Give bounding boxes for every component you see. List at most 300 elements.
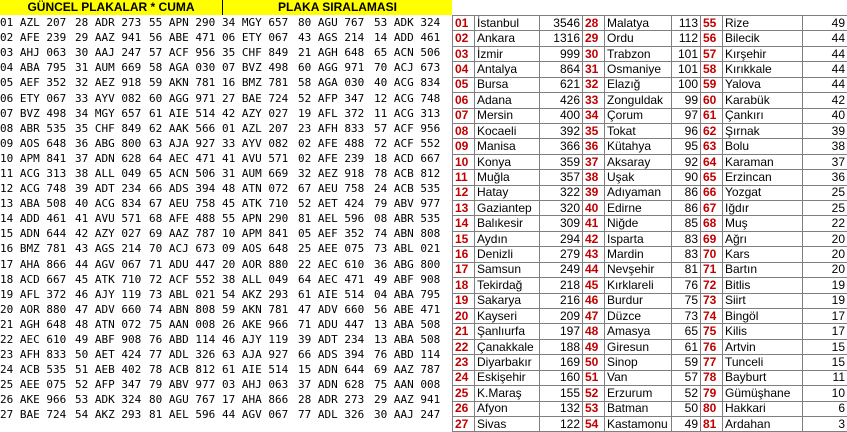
city-name[interactable]: Nevşehir (605, 262, 672, 277)
city-name[interactable]: Kayseri (475, 309, 540, 324)
plaka-cell[interactable]: 11 ACG 313 (0, 166, 75, 181)
rank-number[interactable]: 25 (453, 386, 475, 401)
plaka-cell[interactable]: 34 MGY 657 (75, 106, 149, 121)
rank-number[interactable]: 08 (453, 123, 475, 138)
plaka-cell[interactable]: 79 ABV 977 (374, 196, 452, 211)
plate-count[interactable]: 25 (803, 185, 847, 200)
plaka-cell[interactable]: 42 AZY 027 (222, 106, 298, 121)
city-name[interactable]: Eskişehir (475, 370, 540, 385)
city-name[interactable]: Düzce (605, 309, 672, 324)
plaka-cell[interactable]: 39 ADT 234 (298, 332, 374, 347)
plate-count[interactable]: 19 (803, 293, 847, 308)
city-name[interactable]: Sivas (475, 416, 540, 431)
rank-number[interactable]: 46 (583, 293, 605, 308)
rank-number[interactable]: 20 (453, 309, 475, 324)
city-name[interactable]: Manisa (475, 139, 540, 154)
plaka-cell[interactable]: 45 ATK 710 (75, 272, 149, 287)
plaka-cell[interactable]: 45 ATK 710 (222, 196, 298, 211)
city-name[interactable]: Mersin (475, 108, 540, 123)
plaka-cell[interactable]: 10 APM 841 (0, 151, 75, 166)
city-name[interactable]: Bitlis (723, 278, 803, 293)
plaka-cell[interactable]: 79 ABV 977 (149, 377, 222, 392)
plaka-cell[interactable]: 47 ADV 660 (75, 302, 149, 317)
plaka-cell[interactable]: 59 AKN 781 (149, 75, 222, 90)
plate-count[interactable]: 309 (540, 216, 583, 231)
plate-count[interactable]: 40 (803, 108, 847, 123)
rank-number[interactable]: 28 (583, 16, 605, 31)
rank-number[interactable]: 70 (701, 247, 723, 262)
rank-number[interactable]: 01 (453, 16, 475, 31)
plaka-cell[interactable]: 61 AIE 514 (298, 287, 374, 302)
plaka-cell[interactable]: 63 AJA 927 (222, 347, 298, 362)
rank-number[interactable]: 04 (453, 62, 475, 77)
plate-count[interactable]: 96 (672, 123, 701, 138)
plaka-cell[interactable]: 67 AEU 758 (298, 181, 374, 196)
plate-count[interactable]: 38 (803, 139, 847, 154)
plaka-cell[interactable]: 35 CHF 849 (75, 121, 149, 136)
plate-count[interactable]: 76 (672, 278, 701, 293)
plaka-cell[interactable]: 27 BAE 724 (0, 407, 75, 422)
plate-count[interactable]: 132 (540, 401, 583, 416)
rank-number[interactable]: 02 (453, 31, 475, 46)
plate-count[interactable]: 44 (803, 46, 847, 61)
rank-number[interactable]: 51 (583, 370, 605, 385)
plaka-cell[interactable]: 44 AGV 067 (75, 257, 149, 272)
city-name[interactable]: Samsun (475, 262, 540, 277)
plate-count[interactable]: 294 (540, 231, 583, 246)
plaka-cell[interactable]: 76 ABD 114 (374, 347, 452, 362)
city-name[interactable]: Edirne (605, 201, 672, 216)
city-name[interactable]: Aksaray (605, 154, 672, 169)
city-name[interactable]: Niğde (605, 216, 672, 231)
plate-count[interactable]: 86 (672, 201, 701, 216)
rank-number[interactable]: 36 (583, 139, 605, 154)
city-name[interactable]: Zonguldak (605, 93, 672, 108)
city-name[interactable]: Ordu (605, 31, 672, 46)
plaka-cell[interactable]: 40 ACG 834 (75, 196, 149, 211)
plaka-cell[interactable]: 23 AFH 833 (0, 347, 75, 362)
plaka-cell[interactable]: 02 AFE 488 (298, 136, 374, 151)
city-name[interactable]: Artvin (723, 339, 803, 354)
plaka-cell[interactable]: 55 APN 290 (149, 15, 222, 30)
rank-number[interactable]: 64 (701, 154, 723, 169)
plate-count[interactable]: 20 (803, 247, 847, 262)
plaka-cell[interactable]: 57 ACF 956 (374, 121, 452, 136)
plaka-cell[interactable]: 38 ALL 049 (222, 272, 298, 287)
city-name[interactable]: Gaziantep (475, 201, 540, 216)
plate-count[interactable]: 400 (540, 108, 583, 123)
plaka-cell[interactable]: 71 ADU 447 (149, 257, 222, 272)
plate-count[interactable]: 65 (672, 324, 701, 339)
plate-count[interactable]: 112 (672, 31, 701, 46)
plaka-cell[interactable]: 37 ADN 628 (75, 151, 149, 166)
rank-number[interactable]: 65 (701, 170, 723, 185)
city-name[interactable]: İstanbul (475, 16, 540, 31)
plaka-cell[interactable]: 14 ADD 461 (0, 211, 75, 226)
plaka-cell[interactable]: 80 AGU 767 (298, 15, 374, 30)
city-name[interactable]: Trabzon (605, 46, 672, 61)
rank-number[interactable]: 34 (583, 108, 605, 123)
rank-number[interactable]: 73 (701, 293, 723, 308)
rank-number[interactable]: 63 (701, 139, 723, 154)
plate-count[interactable]: 249 (540, 262, 583, 277)
plate-count[interactable]: 97 (672, 108, 701, 123)
plate-count[interactable]: 10 (803, 386, 847, 401)
city-name[interactable]: Kırklareli (605, 278, 672, 293)
rank-number[interactable]: 54 (583, 416, 605, 431)
plaka-cell[interactable]: 44 AGV 067 (222, 407, 298, 422)
city-name[interactable]: Siirt (723, 293, 803, 308)
plaka-cell[interactable]: 57 ACF 956 (149, 45, 222, 60)
rank-number[interactable]: 07 (453, 108, 475, 123)
plaka-cell[interactable]: 72 ACF 552 (374, 136, 452, 151)
plaka-cell[interactable]: 54 AKZ 293 (222, 287, 298, 302)
plaka-cell[interactable]: 06 ETY 067 (222, 30, 298, 45)
plaka-cell[interactable]: 61 AIE 514 (149, 106, 222, 121)
plate-count[interactable]: 20 (803, 231, 847, 246)
plaka-cell[interactable]: 81 AEL 596 (298, 211, 374, 226)
plaka-cell[interactable]: 61 AIE 514 (222, 362, 298, 377)
plaka-cell[interactable]: 70 ACJ 673 (374, 60, 452, 75)
plate-count[interactable]: 19 (803, 278, 847, 293)
plaka-cell[interactable]: 02 AFE 239 (0, 30, 75, 45)
plaka-cell[interactable]: 03 AHJ 063 (222, 377, 298, 392)
plaka-cell[interactable]: 33 AYV 082 (75, 90, 149, 105)
plate-count[interactable]: 85 (672, 216, 701, 231)
rank-number[interactable]: 69 (701, 231, 723, 246)
city-name[interactable]: Tekirdağ (475, 278, 540, 293)
rank-number[interactable]: 52 (583, 386, 605, 401)
city-name[interactable]: Şanlıurfa (475, 324, 540, 339)
plaka-cell[interactable]: 60 AGG 971 (298, 60, 374, 75)
plaka-cell[interactable]: 30 AAJ 247 (374, 407, 452, 422)
rank-number[interactable]: 49 (583, 339, 605, 354)
plaka-cell[interactable]: 17 AHA 866 (222, 392, 298, 407)
rank-number[interactable]: 77 (701, 355, 723, 370)
city-name[interactable]: Kocaeli (475, 123, 540, 138)
plate-count[interactable]: 100 (672, 77, 701, 92)
plate-count[interactable]: 392 (540, 123, 583, 138)
rank-number[interactable]: 57 (701, 46, 723, 61)
plaka-cell[interactable]: 78 ACB 812 (374, 166, 452, 181)
plaka-cell[interactable]: 22 AEC 610 (298, 257, 374, 272)
rank-number[interactable]: 05 (453, 77, 475, 92)
plaka-cell[interactable]: 46 AJY 119 (75, 287, 149, 302)
plate-count[interactable]: 39 (803, 123, 847, 138)
plaka-cell[interactable]: 65 ACN 506 (374, 45, 452, 60)
plaka-cell[interactable]: 48 ATN 072 (222, 181, 298, 196)
rank-number[interactable]: 16 (453, 247, 475, 262)
plaka-cell[interactable]: 12 ACG 748 (0, 181, 75, 196)
city-name[interactable]: İzmir (475, 46, 540, 61)
city-name[interactable]: Bursa (475, 77, 540, 92)
city-name[interactable]: Şırnak (723, 123, 803, 138)
plaka-cell[interactable]: 13 ABA 508 (0, 196, 75, 211)
plate-count[interactable]: 209 (540, 309, 583, 324)
rank-number[interactable]: 13 (453, 201, 475, 216)
plaka-cell[interactable]: 80 AGU 767 (149, 392, 222, 407)
plate-count[interactable]: 426 (540, 93, 583, 108)
plate-count[interactable]: 37 (803, 154, 847, 169)
plaka-cell[interactable]: 76 ABD 114 (149, 332, 222, 347)
rank-number[interactable]: 03 (453, 46, 475, 61)
city-name[interactable]: Gümüşhane (723, 386, 803, 401)
city-name[interactable]: Sinop (605, 355, 672, 370)
plaka-cell[interactable]: 35 CHF 849 (222, 45, 298, 60)
city-name[interactable]: Balıkesir (475, 216, 540, 231)
plaka-cell[interactable]: 07 BVZ 498 (0, 106, 75, 121)
plaka-cell[interactable]: 70 ACJ 673 (149, 241, 222, 256)
city-name[interactable]: Konya (475, 154, 540, 169)
plate-count[interactable]: 359 (540, 154, 583, 169)
plaka-cell[interactable]: 33 AYV 082 (222, 136, 298, 151)
plate-count[interactable]: 20 (803, 262, 847, 277)
plaka-cell[interactable]: 31 AUM 669 (75, 60, 149, 75)
plate-count[interactable]: 160 (540, 370, 583, 385)
plaka-cell[interactable]: 52 AFP 347 (75, 377, 149, 392)
plaka-cell[interactable]: 25 AEE 075 (298, 241, 374, 256)
plate-count[interactable]: 3546 (540, 16, 583, 31)
plaka-cell[interactable]: 60 AGG 971 (149, 90, 222, 105)
plaka-cell[interactable]: 67 AEU 758 (149, 196, 222, 211)
plaka-cell[interactable]: 22 AEC 610 (0, 332, 75, 347)
city-name[interactable]: Kırıkkale (723, 62, 803, 77)
city-name[interactable]: Adıyaman (605, 185, 672, 200)
plaka-cell[interactable]: 32 AEZ 918 (75, 75, 149, 90)
plaka-cell[interactable]: 54 AKZ 293 (75, 407, 149, 422)
plaka-cell[interactable]: 75 AAN 008 (149, 317, 222, 332)
plaka-cell[interactable]: 23 AFH 833 (298, 121, 374, 136)
plaka-cell[interactable]: 43 AGS 214 (75, 241, 149, 256)
plate-count[interactable]: 621 (540, 77, 583, 92)
city-name[interactable]: Kırşehir (723, 46, 803, 61)
plate-count[interactable]: 216 (540, 293, 583, 308)
plaka-cell[interactable]: 36 ABG 800 (75, 136, 149, 151)
plate-count[interactable]: 17 (803, 324, 847, 339)
plate-count[interactable]: 279 (540, 247, 583, 262)
rank-number[interactable]: 48 (583, 324, 605, 339)
plaka-cell[interactable]: 01 AZL 207 (222, 121, 298, 136)
plaka-cell[interactable]: 19 AFL 372 (298, 106, 374, 121)
plaka-cell[interactable]: 58 AGA 030 (149, 60, 222, 75)
city-name[interactable]: Afyon (475, 401, 540, 416)
city-name[interactable]: Burdur (605, 293, 672, 308)
plaka-cell[interactable]: 77 ADL 326 (149, 347, 222, 362)
plaka-cell[interactable]: 77 ADL 326 (298, 407, 374, 422)
plaka-cell[interactable]: 18 ACD 667 (374, 151, 452, 166)
city-name[interactable]: K.Maraş (475, 386, 540, 401)
plate-count[interactable]: 357 (540, 170, 583, 185)
plaka-cell[interactable]: 14 ADD 461 (374, 30, 452, 45)
plate-count[interactable]: 73 (672, 309, 701, 324)
city-name[interactable]: Erzincan (723, 170, 803, 185)
plate-count[interactable]: 75 (672, 293, 701, 308)
rank-number[interactable]: 12 (453, 185, 475, 200)
plaka-cell[interactable]: 59 AKN 781 (222, 302, 298, 317)
plaka-cell[interactable]: 75 AAN 008 (374, 377, 452, 392)
rank-number[interactable]: 29 (583, 31, 605, 46)
plaka-cell[interactable]: 58 AGA 030 (298, 75, 374, 90)
plaka-cell[interactable]: 15 ADN 644 (298, 362, 374, 377)
rank-number[interactable]: 76 (701, 339, 723, 354)
plaka-cell[interactable]: 17 AHA 866 (0, 257, 75, 272)
plaka-cell[interactable]: 09 AOS 648 (0, 136, 75, 151)
rank-number[interactable]: 55 (701, 16, 723, 31)
city-name[interactable]: Ankara (475, 31, 540, 46)
city-name[interactable]: Ardahan (723, 416, 803, 431)
plaka-cell[interactable]: 81 AEL 596 (149, 407, 222, 422)
plaka-cell[interactable]: 08 ABR 535 (374, 211, 452, 226)
plaka-cell[interactable]: 19 AFL 372 (0, 287, 75, 302)
plaka-cell[interactable]: 56 ABE 471 (374, 302, 452, 317)
city-name[interactable]: Yozgat (723, 185, 803, 200)
plaka-cell[interactable]: 56 ABE 471 (149, 30, 222, 45)
plaka-cell[interactable]: 01 AZL 207 (0, 15, 75, 30)
rank-number[interactable]: 30 (583, 46, 605, 61)
city-name[interactable]: Kars (723, 247, 803, 262)
rank-number[interactable]: 11 (453, 170, 475, 185)
plaka-cell[interactable]: 37 ADN 628 (298, 377, 374, 392)
plate-count[interactable]: 999 (540, 46, 583, 61)
city-name[interactable]: Sakarya (475, 293, 540, 308)
plaka-cell[interactable]: 46 AJY 119 (222, 332, 298, 347)
rank-number[interactable]: 17 (453, 262, 475, 277)
city-name[interactable]: Tokat (605, 123, 672, 138)
plate-count[interactable]: 6 (803, 401, 847, 416)
rank-number[interactable]: 67 (701, 201, 723, 216)
rank-number[interactable]: 37 (583, 154, 605, 169)
plaka-cell[interactable]: 53 ADK 324 (75, 392, 149, 407)
rank-number[interactable]: 75 (701, 324, 723, 339)
plate-count[interactable]: 15 (803, 355, 847, 370)
plaka-cell[interactable]: 40 ACG 834 (374, 75, 452, 90)
city-name[interactable]: Iğdır (723, 201, 803, 216)
city-name[interactable]: Karaman (723, 154, 803, 169)
plate-count[interactable]: 95 (672, 139, 701, 154)
plaka-cell[interactable]: 49 ABF 908 (75, 332, 149, 347)
plaka-cell[interactable]: 43 AGS 214 (298, 30, 374, 45)
plaka-cell[interactable]: 21 AGH 648 (0, 317, 75, 332)
rank-number[interactable]: 59 (701, 77, 723, 92)
plate-count[interactable]: 320 (540, 201, 583, 216)
plaka-cell[interactable]: 05 AEF 352 (0, 75, 75, 90)
city-name[interactable]: Bartın (723, 262, 803, 277)
rank-number[interactable]: 31 (583, 62, 605, 77)
rank-number[interactable]: 43 (583, 247, 605, 262)
plaka-cell[interactable]: 11 ACG 313 (374, 106, 452, 121)
city-name[interactable]: Uşak (605, 170, 672, 185)
city-name[interactable]: Bingöl (723, 309, 803, 324)
plate-count[interactable]: 83 (672, 247, 701, 262)
plaka-cell[interactable]: 15 ADN 644 (0, 226, 75, 241)
rank-number[interactable]: 14 (453, 216, 475, 231)
rank-number[interactable]: 27 (453, 416, 475, 431)
plaka-cell[interactable]: 04 ABA 795 (374, 287, 452, 302)
plaka-cell[interactable]: 16 BMZ 781 (222, 75, 298, 90)
city-name[interactable]: Aydın (475, 231, 540, 246)
plaka-cell[interactable]: 41 AVU 571 (75, 211, 149, 226)
plaka-cell[interactable]: 13 ABA 508 (374, 332, 452, 347)
plaka-cell[interactable]: 52 AET 424 (298, 196, 374, 211)
city-name[interactable]: Malatya (605, 16, 672, 31)
rank-number[interactable]: 22 (453, 339, 475, 354)
plate-count[interactable]: 44 (803, 62, 847, 77)
plaka-cell[interactable]: 04 ABA 795 (0, 60, 75, 75)
plaka-cell[interactable]: 51 AEB 402 (75, 362, 149, 377)
city-name[interactable]: Karabük (723, 93, 803, 108)
plaka-cell[interactable]: 66 ADS 394 (298, 347, 374, 362)
city-name[interactable]: Bayburt (723, 370, 803, 385)
city-name[interactable]: Isparta (605, 231, 672, 246)
plaka-cell[interactable]: 13 ABA 508 (374, 317, 452, 332)
plaka-cell[interactable]: 78 ACB 812 (149, 362, 222, 377)
rank-number[interactable]: 80 (701, 401, 723, 416)
rank-number[interactable]: 44 (583, 262, 605, 277)
rank-number[interactable]: 45 (583, 278, 605, 293)
rank-number[interactable]: 81 (701, 416, 723, 431)
plaka-cell[interactable]: 27 BAE 724 (222, 90, 298, 105)
plate-count[interactable]: 101 (672, 46, 701, 61)
rank-number[interactable]: 53 (583, 401, 605, 416)
plaka-cell[interactable]: 53 ADK 324 (374, 15, 452, 30)
plate-count[interactable]: 25 (803, 201, 847, 216)
rank-number[interactable]: 38 (583, 170, 605, 185)
plaka-cell[interactable]: 08 ABR 535 (0, 121, 75, 136)
rank-number[interactable]: 56 (701, 31, 723, 46)
plate-count[interactable]: 1316 (540, 31, 583, 46)
rank-number[interactable]: 72 (701, 278, 723, 293)
plate-count[interactable]: 11 (803, 370, 847, 385)
city-name[interactable]: Van (605, 370, 672, 385)
rank-number[interactable]: 39 (583, 185, 605, 200)
plaka-cell[interactable]: 55 APN 290 (222, 211, 298, 226)
plaka-cell[interactable]: 36 ABG 800 (374, 257, 452, 272)
rank-number[interactable]: 26 (453, 401, 475, 416)
rank-number[interactable]: 74 (701, 309, 723, 324)
plaka-cell[interactable]: 62 AAK 566 (149, 121, 222, 136)
plaka-cell[interactable]: 16 BMZ 781 (0, 241, 75, 256)
plaka-cell[interactable]: 20 AOR 880 (0, 302, 75, 317)
rank-number[interactable]: 60 (701, 93, 723, 108)
city-name[interactable]: Erzurum (605, 386, 672, 401)
plaka-cell[interactable]: 20 AOR 880 (222, 257, 298, 272)
rank-number[interactable]: 61 (701, 108, 723, 123)
city-name[interactable]: Çanakkale (475, 339, 540, 354)
plaka-cell[interactable]: 49 ABF 908 (374, 272, 452, 287)
plaka-cell[interactable]: 03 AHJ 063 (0, 45, 75, 60)
rank-number[interactable]: 40 (583, 201, 605, 216)
city-name[interactable]: Osmaniye (605, 62, 672, 77)
rank-number[interactable]: 71 (701, 262, 723, 277)
plaka-cell[interactable]: 48 ATN 072 (75, 317, 149, 332)
plaka-cell[interactable]: 63 AJA 927 (149, 136, 222, 151)
plate-count[interactable]: 86 (672, 185, 701, 200)
plaka-cell[interactable]: 38 ALL 049 (75, 166, 149, 181)
city-name[interactable]: Giresun (605, 339, 672, 354)
plate-count[interactable]: 59 (672, 355, 701, 370)
rank-number[interactable]: 23 (453, 355, 475, 370)
plaka-cell[interactable]: 47 ADV 660 (298, 302, 374, 317)
plate-count[interactable]: 188 (540, 339, 583, 354)
plaka-cell[interactable]: 18 ACD 667 (0, 272, 75, 287)
plate-count[interactable]: 17 (803, 309, 847, 324)
rank-number[interactable]: 50 (583, 355, 605, 370)
plate-count[interactable]: 3 (803, 416, 847, 431)
plate-count[interactable]: 36 (803, 170, 847, 185)
city-name[interactable]: Kütahya (605, 139, 672, 154)
plate-count[interactable]: 22 (803, 216, 847, 231)
rank-number[interactable]: 10 (453, 154, 475, 169)
